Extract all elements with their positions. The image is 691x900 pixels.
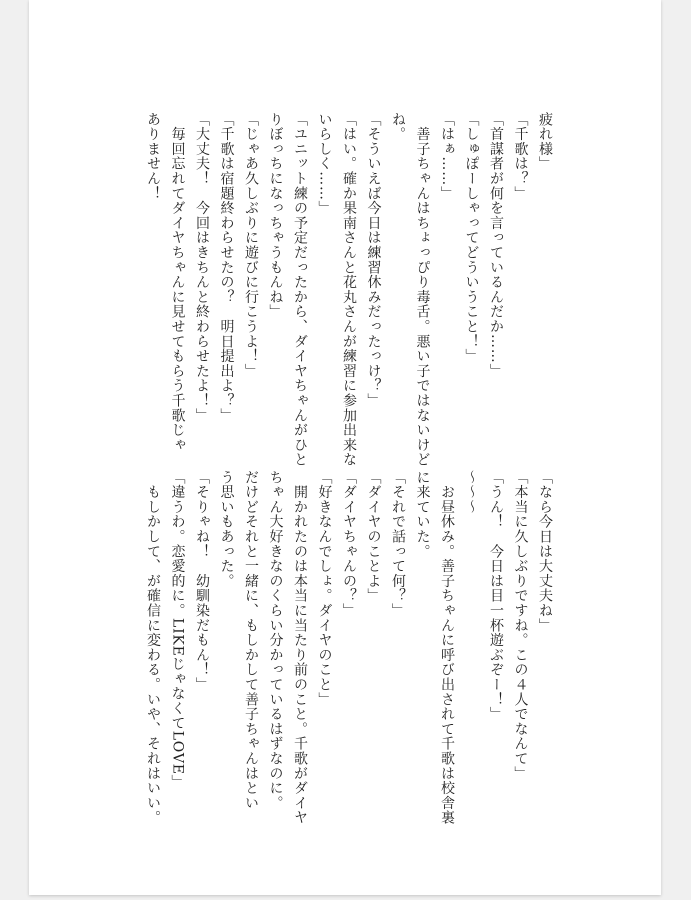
text-line: 開かれたのは本当に当たり前のこと。千歌がダイヤ xyxy=(292,470,308,826)
text-line: お昼休み。善子ちゃんに呼び出されて千歌は校舎裏 xyxy=(439,470,455,826)
text-line: 毎回忘れてダイヤちゃんに見せてもらう千歌じゃ xyxy=(169,112,186,453)
text-line: 「千歌は？」 xyxy=(512,112,529,201)
text-line: 「そういえば今日は練習休みだったっけ？」 xyxy=(365,112,382,408)
text-line: 「好きなんでしょ。ダイヤのこと」 xyxy=(316,470,333,707)
text-line: 「それで話って何？」 xyxy=(390,470,406,618)
text-line: 「ダイヤのことよ」 xyxy=(365,470,382,604)
text-line: 「じゃあ久しぶりに遊びに行こうよ！」 xyxy=(243,112,259,379)
text-line: 「本当に久しぶりですね。この４人でなんて」 xyxy=(512,470,529,781)
text-line: 「首謀者が何を言っているんだか……」 xyxy=(488,112,504,379)
text-line: に来ていた。 xyxy=(414,470,431,559)
text-line: いらしく……」 xyxy=(316,112,333,216)
text-line: 「しゅぽーしゃってどういうこと！」 xyxy=(463,112,480,364)
text-line: 「うん！ 今日は目一杯遊ぶぞー！」 xyxy=(488,470,504,722)
text-line: もしかして、が確信に変わる。いや、それはいい。 xyxy=(145,470,161,826)
text-line: りぼっちになっちゃうもんね」 xyxy=(267,112,284,320)
text-block-bottom xyxy=(141,470,558,826)
text-line: 「はぁ……」 xyxy=(439,112,455,201)
text-line: 「大丈夫！ 今回はきちんと終わらせたよ！」 xyxy=(194,112,210,423)
text-line: 疲れ様」 xyxy=(537,112,553,172)
document-page xyxy=(29,0,661,895)
text-line: う思いもあった。 xyxy=(218,470,235,589)
text-line: 「なら今日は大丈夫ね」 xyxy=(537,470,553,633)
text-block-top xyxy=(141,112,558,468)
text-line: 〜〜〜 xyxy=(463,470,480,515)
text-line: 「そりゃね！ 幼馴染だもん！」 xyxy=(194,470,210,692)
text-line: 「はい。確か果南さんと花丸さんが練習に参加出来な xyxy=(341,112,357,468)
text-line: 善子ちゃんはちょっぴり毒舌。悪い子ではないけど xyxy=(414,112,431,468)
text-line: 「ダイヤちゃんの？」 xyxy=(341,470,357,618)
text-line: 「千歌は宿題終わらせたの？ 明日提出よ？」 xyxy=(218,112,235,423)
text-line: だけどそれと一緒に、もしかして善子ちゃんはとい xyxy=(243,470,259,811)
text-line: ありません！ xyxy=(145,112,161,201)
text-line: ちゃん大好きなのくらい分かっているはずなのに。 xyxy=(267,470,284,811)
text-line: ね。 xyxy=(390,112,406,142)
text-line: 「違うわ。恋愛的に。LIKEじゃなくてLOVE」 xyxy=(169,470,186,790)
text-line: 「ユニット練の予定だったから、ダイヤちゃんがひと xyxy=(292,112,308,468)
